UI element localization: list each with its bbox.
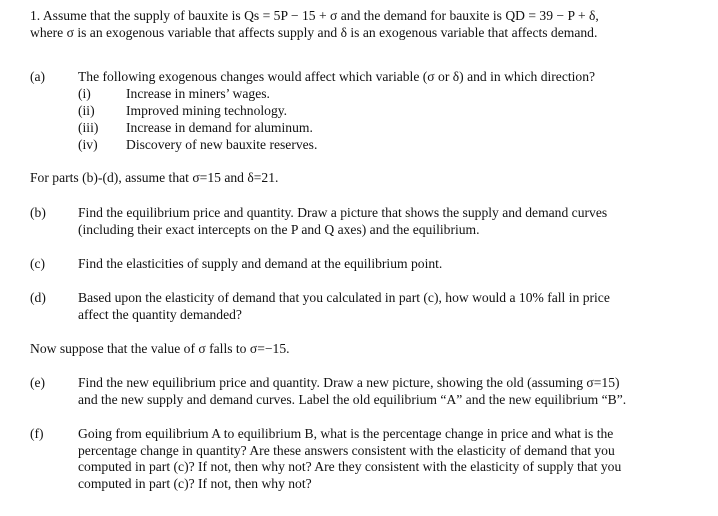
item-number: (ii) [78,103,95,118]
question-intro [30,8,710,41]
part-a-item-ii [78,103,287,120]
part-f-text [78,426,708,492]
item-number: (iv) [78,137,98,152]
part-e-line-2: and the new supply and demand curves. Label the old equilibrium “A” and the new equilibrium “B”. [78,391,627,407]
intro-line-2: where σ is an exogenous variable that affects supply and δ is an exogenous variable that affects demand. [30,24,598,40]
item-number: (iii) [78,120,99,135]
part-c-label: (c) [30,256,46,271]
part-a-text: The following exogenous changes would affect which variable (σ or δ) and in which direction? [78,69,596,84]
part-f-line-4: computed in part (c)? If not, then why not? [78,475,312,491]
part-c-text [78,256,708,273]
note-assumption-2: Now suppose that the value of σ falls to σ=−15. [30,341,290,356]
part-a-label: (a) [30,69,46,84]
part-a-item-iii [78,120,313,137]
intro-line-1: 1. Assume that the supply of bauxite is Qs = 5P − 15 + σ and the demand for bauxite is QD = 39 − P + δ, [30,8,599,23]
part-e-label: (e) [30,375,46,390]
item-number: (i) [78,86,91,101]
part-e-text [78,375,708,408]
part-f-line-1: Going from equilibrium A to equilibrium B, what is the percentage change in price and what is the [78,426,614,441]
item-text: Improved mining technology. [126,103,288,118]
part-b-text [78,205,708,238]
part-a-item-iv [78,137,317,154]
item-text: Increase in demand for aluminum. [126,120,313,135]
part-d-label: (d) [30,290,46,305]
part-f-line-2: percentage change in quantity? Are these answers consistent with the elasticity of demand that you [78,442,615,458]
part-d-text [78,290,708,323]
note-assumption-1: For parts (b)-(d), assume that σ=15 and δ=21. [30,170,279,185]
part-b-line-1: Find the equilibrium price and quantity. Draw a picture that shows the supply and demand curves [78,205,608,220]
part-b-label: (b) [30,205,46,220]
part-b-line-2: (including their exact intercepts on the P and Q axes) and the equilibrium. [78,221,480,237]
part-a-item-i [78,86,270,103]
part-e-line-1: Find the new equilibrium price and quantity. Draw a new picture, showing the old (assuming σ=15) [78,375,620,390]
part-f-line-3: computed in part (c)? If not, then why not? Are they consistent with the elasticity of supply that you [78,459,622,474]
part-d-line-1: Based upon the elasticity of demand that you calculated in part (c), how would a 10% fall in price [78,290,610,305]
item-text: Increase in miners’ wages. [126,86,270,101]
part-c-line-1: Find the elasticities of supply and demand at the equilibrium point. [78,256,443,271]
item-text: Discovery of new bauxite reserves. [126,137,318,152]
part-d-line-2: affect the quantity demanded? [78,306,242,322]
part-f-label: (f) [30,426,44,441]
